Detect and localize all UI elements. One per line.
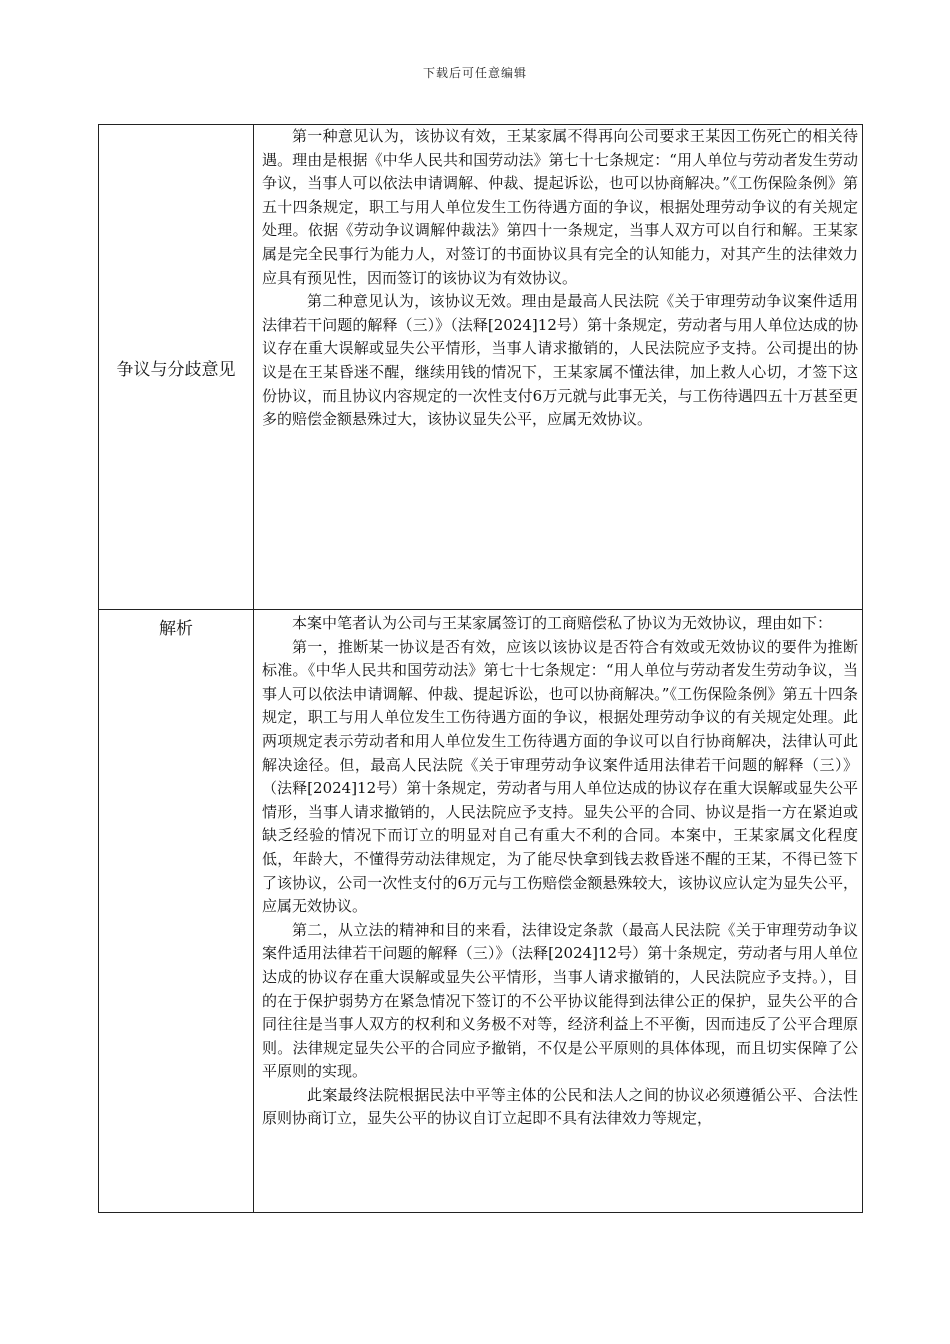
dispute-content-cell bbox=[254, 125, 863, 610]
analysis-paragraph-1: 本案中笔者认为公司与王某家属签订的工商赔偿私了协议为无效协议，理由如下： bbox=[292, 614, 833, 632]
analysis-label: 解析 bbox=[159, 619, 193, 639]
dispute-paragraph-2: 第二种意见认为，该协议无效。理由是最高人民法院《关于审理劳动争议案件适用法律若干问题的解释（三）》（法释[2024]12号）第十条规定，劳动者与用人单位达成的协议存在重大误解或显失公平情形，当事人请求撤销的，人民法院应予支持。公司提出的协议是在王某昏迷不醒，继续用钱的情况下，王某家属不懂法律，加上救人心切，才签下这份协议，而且协议内容规定的一次性支付6万元就与此事无关，与工伤待遇四五十万甚至更多的赔偿金额悬殊过大，该协议显失公平，应属无效协议。 bbox=[262, 292, 858, 429]
table-row-analysis bbox=[99, 610, 863, 1213]
analysis-content-cell bbox=[254, 610, 863, 1213]
document-table bbox=[98, 124, 863, 1213]
header-note: 下载后可任意编辑 bbox=[422, 66, 527, 80]
analysis-paragraph-2: 第一，推断某一协议是否有效，应该以该协议是否符合有效或无效协议的要件为推断标准。《中华人民共和国劳动法》第七十七条规定：“用人单位与劳动者发生劳动争议，当事人可以依法申请调解、仲裁、提起诉讼，也可以协商解决。”《工伤保险条例》第五十四条规定，职工与用人单位发生工伤待遇方面的争议，根据处理劳动争议的有关规定处理。此两项规定表示劳动者和用人单位发生工伤待遇方面的争议可以自行协商解决，法律认可此解决途径。但，最高人民法院《关于审理劳动争议案件适用法律若干问题的解释（三）》（法释[2024]12号）第十条规定，劳动者与用人单位达成的协议存在重大误解或显失公平情形，当事人请求撤销的，人民法院应予支持。显失公平的合同、协议是指一方在紧迫或缺乏经验的情况下而订立的明显对自己有重大不利的合同。本案中，王某家属文化程度低，年龄大，不懂得劳动法律规定，为了能尽快拿到钱去救昏迷不醒的王某，不得已签下了该协议，公司一次性支付的6万元与工伤赔偿金额悬殊较大，该协议应认定为显失公平，应属无效协议。 bbox=[262, 637, 858, 916]
dispute-content bbox=[254, 125, 862, 432]
analysis-content bbox=[254, 610, 862, 1131]
dispute-label: 争议与分歧意见 bbox=[116, 359, 236, 380]
analysis-label-cell bbox=[99, 610, 254, 1213]
table-row-dispute bbox=[99, 125, 863, 610]
dispute-paragraph-1: 第一种意见认为，该协议有效，王某家属不得再向公司要求王某因工伤死亡的相关待遇。理由是根据《中华人民共和国劳动法》第七十七条规定：“用人单位与劳动者发生劳动争议，当事人可以依法申请调解、仲裁、提起诉讼，也可以协商解决。”《工伤保险条例》第五十四条规定，职工与用人单位发生工伤待遇方面的争议，根据处理劳动争议的有关规定处理。依据《劳动争议调解仲裁法》第四十一条规定，当事人双方可以自行和解。王某家属是完全民事行为能力人，对签订的书面协议具有完全的认知能力，对其产生的法律效力应具有预见性，因而签订的该协议为有效协议。 bbox=[262, 127, 858, 287]
analysis-paragraph-4: 此案最终法院根据民法中平等主体的公民和法人之间的协议必须遵循公平、合法性原则协商订立，显失公平的协议自订立起即不具有法律效力等规定， bbox=[262, 1085, 858, 1128]
dispute-label-cell bbox=[99, 125, 254, 610]
analysis-paragraph-3: 第二，从立法的精神和目的来看，法律设定条款（最高人民法院《关于审理劳动争议案件适用法律若干问题的解释（三）》（法释[2024]12号）第十条规定，劳动者与用人单位达成的协议存在重大误解或显失公平情形，当事人请求撤销的，人民法院应予支持。），目的在于保护弱势方在紧急情况下签订的不公平协议能得到法律公正的保护，显失公平的合同往往是当事人双方的权利和义务极不对等，经济利益上不平衡，因而违反了公平合理原则。法律规定显失公平的合同应予撤销，不仅是公平原则的具体体现，而且切实保障了公平原则的实现。 bbox=[262, 920, 858, 1081]
